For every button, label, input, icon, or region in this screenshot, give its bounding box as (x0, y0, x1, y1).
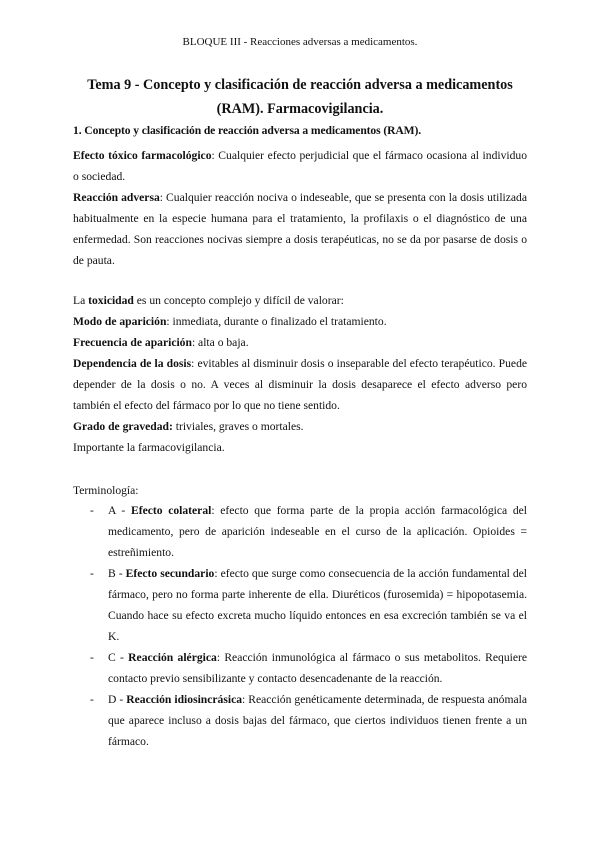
definition-efecto-secundario: : efecto que surge como consecuencia de la acción fundamental del fármaco, pero no forma parte inherente de ella. Diuréticos (furosemida) = hipopotasemia. Cuando hace su efecto excreta mucho líquido entonces en esa excreción también se va el K. (108, 567, 528, 643)
term-modo: Modo de aparición (73, 315, 167, 328)
paragraph-modo (73, 311, 387, 332)
list-item-efecto-secundario (108, 563, 527, 647)
paragraph-toxicidad (73, 290, 344, 311)
list-item-reaccion-idiosincrasica (108, 689, 527, 752)
term-efecto-secundario: Efecto secundario (125, 567, 215, 580)
page-header: BLOQUE III - Reacciones adversas a medicamentos. (182, 36, 418, 48)
terminologia-heading: Terminología: (73, 484, 139, 497)
list-item-reaccion-alergica (108, 647, 527, 689)
term-efecto-toxico: Efecto tóxico farmacológico (73, 149, 212, 162)
definition-reaccion-adversa: : Cualquier reacción nociva o indeseable, que se presenta con la dosis utilizada habitualmente en la especie humana para el tratamiento, la profilaxis o el diagnóstico de una enfermedad. Son reacciones nocivas siempre a dosis terapéuticas, no se da por pasarse de dosis o de pauta. (73, 191, 528, 267)
title-line-1: Tema 9 - Concepto y clasificación de reacción adversa a medicamentos (87, 77, 513, 93)
list-item-efecto-colateral (108, 500, 527, 563)
paragraph-grado (73, 416, 304, 437)
term-reaccion-idiosincrasica: Reacción idiosincrásica (126, 693, 243, 706)
definition-efecto-toxico: : Cualquier efecto perjudicial que el fármaco ocasiona al individuo o sociedad. (73, 149, 527, 183)
term-dependencia: Dependencia de la dosis (73, 357, 192, 370)
definition-modo: : inmediata, durante o finalizado el tratamiento. (166, 315, 387, 328)
term-toxicidad: toxicidad (88, 294, 134, 307)
paragraph-dependencia (73, 353, 527, 416)
list-bullet: - (90, 651, 94, 664)
item-prefix: D - (108, 693, 127, 706)
section-heading: 1. Concepto y clasificación de reacción adversa a medicamentos (RAM). (73, 124, 422, 137)
list-bullet: - (90, 693, 94, 706)
term-grado: Grado de gravedad: (73, 420, 173, 433)
list-bullet: - (90, 567, 94, 580)
item-prefix: C - (108, 651, 129, 664)
term-frecuencia: Frecuencia de aparición (73, 336, 192, 349)
term-reaccion-adversa: Reacción adversa (73, 191, 160, 204)
paragraph-reaccion-adversa (73, 187, 527, 271)
definition-reaccion-alergica: : Reacción inmunológica al fármaco o sus metabolitos. Requiere contacto previo sensibilizante y contacto desencadenante de la reacción. (108, 651, 527, 685)
term-efecto-colateral: Efecto colateral (130, 504, 212, 517)
item-prefix: B - (108, 567, 126, 580)
definition-frecuencia: : alta o baja. (191, 336, 249, 349)
definition-dependencia: : evitables al disminuir dosis o inseparable del efecto terapéutico. Puede depender de la dosis o no. A veces al disminuir la dosis desaparece el efecto adverso pero también el efecto del fármaco por lo que no tiene sentido. (73, 357, 528, 412)
page-title (60, 73, 540, 121)
title-line-2: (RAM). Farmacovigilancia. (216, 101, 384, 117)
paragraph-efecto-toxico (73, 145, 527, 187)
item-prefix: A - (108, 504, 131, 517)
toxicidad-pre: La (73, 294, 89, 307)
toxicidad-text: es un concepto complejo y difícil de valorar: (133, 294, 344, 307)
list-bullet: - (90, 504, 94, 517)
paragraph-importante: Importante la farmacovigilancia. (73, 441, 225, 454)
paragraph-frecuencia (73, 332, 249, 353)
definition-grado: triviales, graves o mortales. (172, 420, 304, 433)
term-reaccion-alergica: Reacción alérgica (128, 651, 217, 664)
definition-reaccion-idiosincrasica: : Reacción genéticamente determinada, de respuesta anómala que aparece incluso a dosis bajas del fármaco, que ciertos individuos tienen frente a un fármaco. (108, 693, 527, 748)
definition-efecto-colateral: : efecto que forma parte de la propia acción farmacológica del medicamento, pero de aparición indeseable en el curso de la aplicación. Opioides = estreñimiento. (108, 504, 528, 559)
